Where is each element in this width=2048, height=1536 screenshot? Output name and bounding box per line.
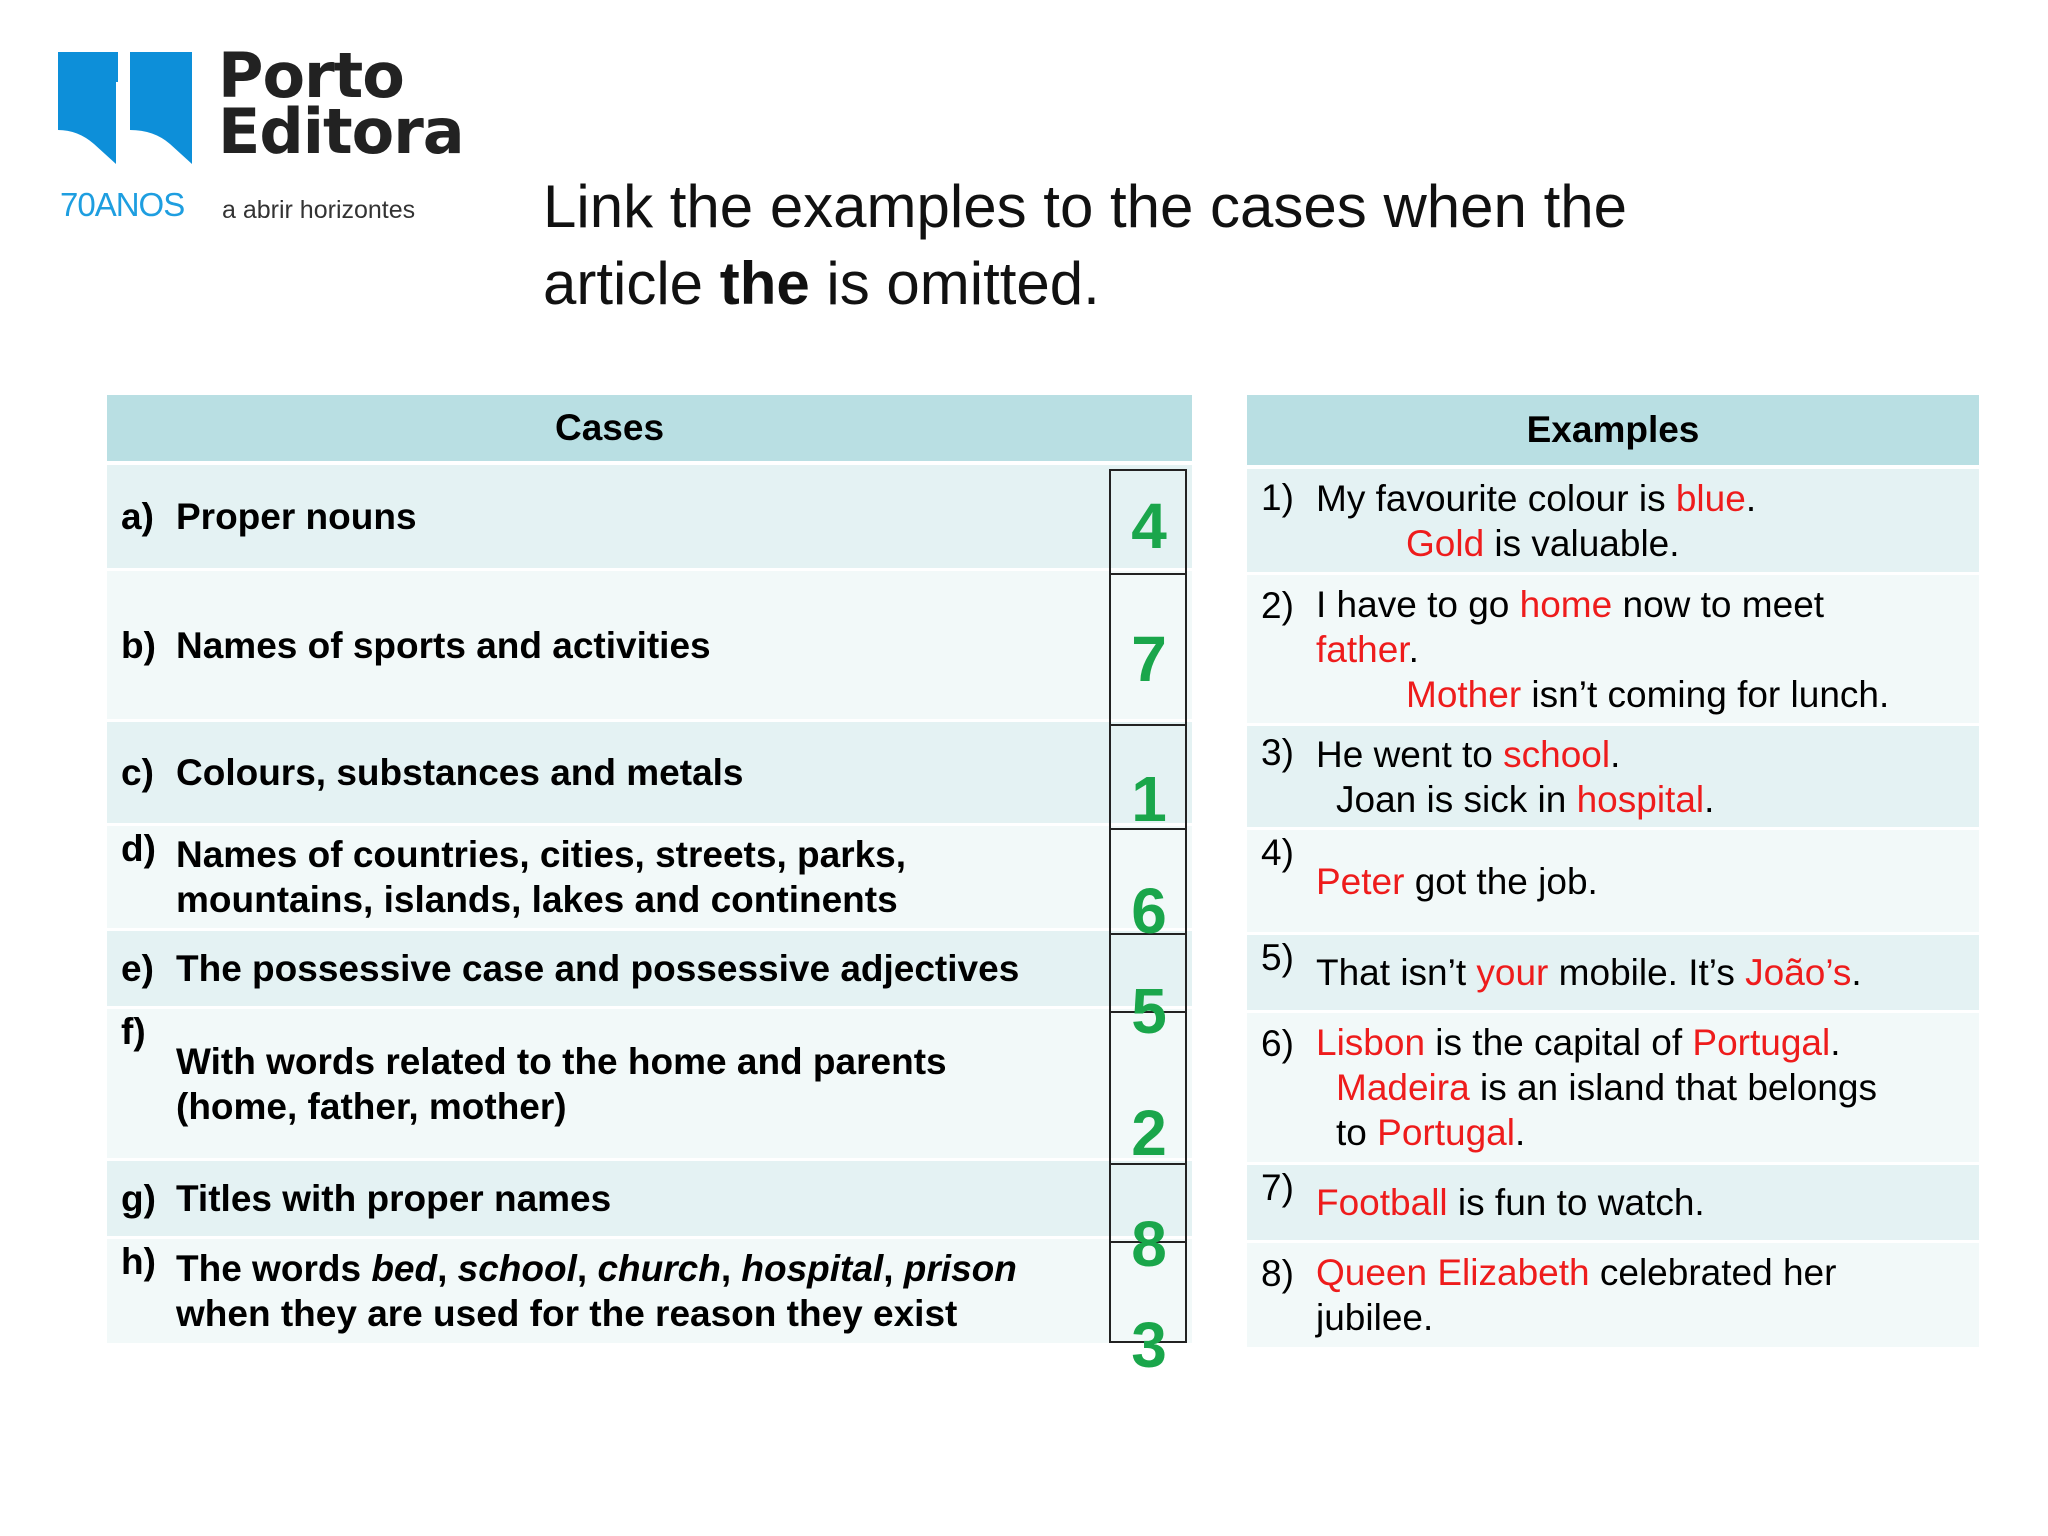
highlighted-word: home	[1519, 583, 1613, 625]
examples-table	[1247, 395, 1979, 1347]
case-row-h	[107, 1239, 1192, 1343]
example-text: jubilee.	[1316, 1297, 1434, 1338]
example-text: I have to go	[1316, 583, 1520, 625]
case-text: Names of sports and activities	[176, 624, 711, 666]
logo-name-line1: Porto	[218, 39, 404, 112]
case-label: d)	[121, 828, 156, 869]
case-label: f)	[121, 1011, 146, 1052]
example-text: is fun to watch.	[1447, 1182, 1705, 1223]
example-text: .	[1704, 778, 1715, 820]
example-label: 6)	[1261, 1023, 1294, 1064]
example-text: celebrated her	[1589, 1252, 1837, 1293]
examples-header: Examples	[1247, 395, 1979, 469]
answer-c: 1	[1131, 763, 1167, 835]
case-word-church: church	[597, 1248, 721, 1289]
case-row-a	[107, 465, 1192, 571]
case-text-line2: (home, father, mother)	[176, 1085, 567, 1127]
case-word-bed: bed	[371, 1248, 438, 1289]
case-text-part: The words	[176, 1248, 372, 1289]
answer-g: 8	[1131, 1208, 1167, 1280]
example-label: 1)	[1261, 477, 1294, 518]
answer-a: 4	[1131, 490, 1167, 562]
highlighted-word: father	[1316, 628, 1409, 670]
example-text: is valuable.	[1484, 522, 1680, 564]
example-text: isn’t coming for lunch.	[1521, 673, 1890, 715]
case-label: e)	[121, 948, 154, 989]
case-text: Colours, substances and metals	[176, 752, 744, 793]
highlighted-word: Madeira	[1336, 1067, 1470, 1108]
porto-editora-logo-mark-icon	[58, 52, 198, 164]
instruction-part2: article	[543, 250, 720, 317]
example-label: 4)	[1261, 832, 1294, 873]
example-text: That isn’t	[1316, 952, 1477, 993]
case-row-d	[107, 826, 1192, 931]
comma: ,	[720, 1248, 742, 1289]
example-text: .	[1408, 628, 1419, 670]
cases-table	[107, 395, 1192, 1343]
highlighted-word: Gold	[1406, 522, 1485, 564]
example-text: .	[1610, 733, 1621, 775]
answer-f: 2	[1131, 1097, 1167, 1169]
instruction-bold-word: the	[719, 250, 810, 317]
case-text-line2: when they are used for the reason they exist	[176, 1293, 958, 1334]
logo-name-line2: Editora	[218, 95, 464, 168]
highlighted-word: Lisbon	[1316, 1022, 1426, 1063]
case-label: c)	[121, 752, 154, 793]
example-text: .	[1745, 477, 1757, 519]
example-label: 3)	[1261, 732, 1294, 773]
exercise-instruction	[543, 168, 1843, 322]
highlighted-word: school	[1503, 733, 1611, 775]
highlighted-word: blue	[1675, 477, 1746, 519]
instruction-line1: Link the examples to the cases when the	[543, 173, 1627, 240]
example-row-5	[1247, 935, 1979, 1013]
example-label: 8)	[1261, 1253, 1294, 1294]
example-text: got the job.	[1404, 860, 1598, 902]
example-row-6	[1247, 1013, 1979, 1165]
comma: ,	[576, 1248, 598, 1289]
example-text: My favourite colour is	[1316, 477, 1676, 519]
highlighted-word: João’s	[1745, 952, 1852, 993]
case-label: g)	[121, 1178, 156, 1219]
highlighted-word: Portugal	[1377, 1112, 1515, 1153]
example-row-1	[1247, 469, 1979, 575]
logo-anniversary: 70ANOS	[60, 186, 185, 223]
highlighted-word: hospital	[1576, 778, 1705, 820]
case-word-school: school	[457, 1248, 577, 1289]
highlighted-word: Portugal	[1692, 1022, 1831, 1063]
case-label: a)	[121, 496, 154, 537]
example-text: to	[1336, 1112, 1378, 1153]
example-row-8	[1247, 1243, 1979, 1347]
logo-tagline: a abrir horizontes	[222, 196, 416, 224]
example-text: now to meet	[1612, 583, 1825, 625]
highlighted-word: Mother	[1406, 673, 1522, 715]
highlighted-word: your	[1476, 952, 1549, 993]
example-text: .	[1514, 1112, 1526, 1153]
example-text: He went to	[1316, 733, 1504, 775]
case-text: Proper nouns	[176, 496, 417, 537]
case-row-g	[107, 1161, 1192, 1239]
example-row-2	[1247, 575, 1979, 726]
logo-name	[218, 39, 464, 168]
example-text: is the capital of	[1425, 1022, 1693, 1063]
example-label: 5)	[1261, 937, 1294, 978]
case-word-hospital: hospital	[741, 1248, 884, 1289]
case-word-prison: prison	[903, 1248, 1017, 1289]
answer-e: 5	[1131, 975, 1167, 1047]
example-row-4	[1247, 830, 1979, 935]
highlighted-word: Peter	[1316, 860, 1405, 902]
answer-h: 3	[1131, 1309, 1167, 1381]
answer-column	[1109, 469, 1189, 1381]
example-row-3	[1247, 726, 1979, 830]
case-row-b	[107, 571, 1192, 722]
answer-b: 7	[1131, 623, 1167, 695]
example-text: .	[1830, 1022, 1841, 1063]
highlighted-word: Queen Elizabeth	[1316, 1252, 1590, 1293]
case-label: h)	[121, 1241, 156, 1282]
case-text: Titles with proper names	[176, 1178, 612, 1219]
example-label: 7)	[1261, 1167, 1294, 1208]
instruction-part3: is omitted.	[809, 250, 1100, 317]
case-row-e	[107, 931, 1192, 1009]
case-text-line1: With words related to the home and parents	[176, 1040, 947, 1082]
cases-header: Cases	[107, 395, 1192, 465]
case-text: The possessive case and possessive adjectives	[176, 948, 1020, 989]
example-text: mobile. It’s	[1548, 952, 1746, 993]
example-text: Joan is sick in	[1336, 778, 1577, 820]
case-row-f	[107, 1009, 1192, 1161]
example-text: is an island that belongs	[1469, 1067, 1877, 1108]
porto-editora-logo	[58, 39, 464, 232]
comma: ,	[883, 1248, 904, 1289]
case-row-c	[107, 722, 1192, 826]
example-label: 2)	[1261, 585, 1294, 626]
case-text: Names of countries, cities, streets, parks, mountains, islands, lakes and continents	[176, 834, 907, 920]
comma: ,	[437, 1248, 458, 1289]
example-text: .	[1851, 952, 1862, 993]
example-row-7	[1247, 1165, 1979, 1243]
highlighted-word: Football	[1316, 1182, 1448, 1223]
answer-d: 6	[1131, 875, 1167, 947]
case-label: b)	[121, 624, 156, 666]
